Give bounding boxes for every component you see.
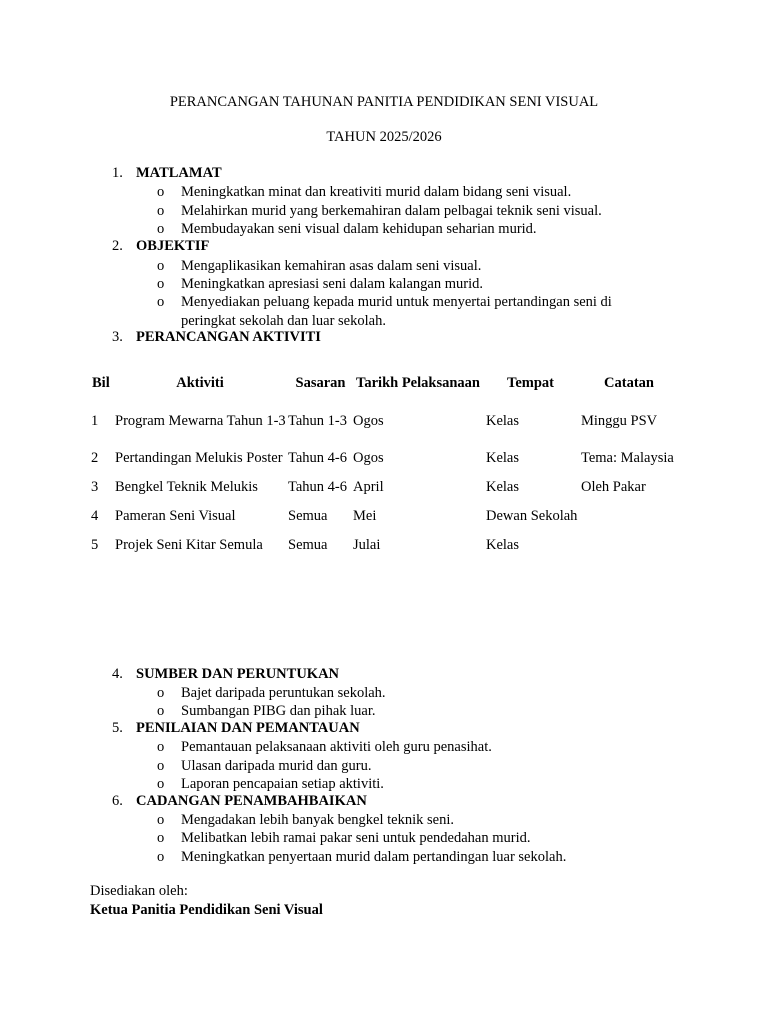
section-heading-matlamat: [112, 165, 222, 182]
list-item: o Mengadakan lebih banyak bengkel teknik seni.: [157, 812, 455, 828]
section-number: 6.: [112, 793, 123, 809]
bullet-marker: o: [157, 812, 165, 828]
bullet-marker: o: [157, 258, 165, 274]
column-header-tarikh: Tarikh Pelaksanaan: [356, 375, 480, 391]
section-heading-sumber: [112, 666, 339, 683]
bullet-marker: o: [157, 276, 165, 292]
bullet-marker: o: [157, 184, 165, 200]
list-item: o Sumbangan PIBG dan pihak luar.: [157, 703, 376, 719]
list-item: o Meningkatkan minat dan kreativiti murid dalam bidang seni visual.: [157, 184, 572, 200]
prepared-by-label: Disediakan oleh:: [90, 883, 188, 899]
list-item: o Melahirkan murid yang berkemahiran dalam pelbagai teknik seni visual.: [157, 203, 602, 219]
section-heading-perancangan-aktiviti: [112, 329, 321, 346]
section-number: 5.: [112, 720, 123, 736]
bullet-marker: o: [157, 830, 165, 846]
section-heading-penilaian: [112, 720, 360, 737]
section-title: MATLAMAT: [136, 165, 222, 181]
section-number: 2.: [112, 238, 123, 254]
section-number: 3.: [112, 329, 123, 345]
list-item: o Melibatkan lebih ramai pakar seni untuk pendedahan murid.: [157, 830, 531, 846]
list-item: o Membudayakan seni visual dalam kehidupan seharian murid.: [157, 221, 537, 237]
table-row: 3 Bengkel Teknik Melukis Tahun 4-6 April Kelas Oleh Pakar: [91, 478, 646, 495]
column-header-sasaran: Sasaran: [295, 375, 346, 391]
table-row: 2 Pertandingan Melukis Poster Tahun 4-6 Ogos Kelas Tema: Malaysia: [91, 449, 674, 466]
bullet-marker: o: [157, 758, 165, 774]
bullet-marker: o: [157, 849, 165, 865]
signatory-title: Ketua Panitia Pendidikan Seni Visual: [90, 902, 323, 918]
bullet-marker: o: [157, 294, 165, 310]
list-item: o Ulasan daripada murid dan guru.: [157, 758, 372, 774]
list-item: o Meningkatkan apresiasi seni dalam kalangan murid.: [157, 276, 483, 292]
bullet-marker: o: [157, 685, 165, 701]
bullet-marker: o: [157, 703, 165, 719]
list-item: o Laporan pencapaian setiap aktiviti.: [157, 776, 384, 792]
table-row: 5 Projek Seni Kitar Semula Semua Julai Kelas: [91, 536, 520, 553]
table-row: 1 Program Mewarna Tahun 1-3 Tahun 1-3 Ogos Kelas Minggu PSV: [91, 412, 658, 429]
list-item: o Bajet daripada peruntukan sekolah.: [157, 685, 386, 701]
list-item: o Meningkatkan penyertaan murid dalam pertandingan luar sekolah.: [157, 849, 567, 865]
section-heading-cadangan: [112, 793, 367, 810]
section-number: 4.: [112, 666, 123, 682]
section-title: PERANCANGAN AKTIVITI: [136, 329, 321, 345]
section-title: SUMBER DAN PERUNTUKAN: [136, 666, 340, 682]
column-header-aktiviti: Aktiviti: [176, 375, 224, 391]
bullet-marker: o: [157, 739, 165, 755]
section-title: OBJEKTIF: [136, 238, 210, 254]
bullet-marker: o: [157, 776, 165, 792]
column-header-bil: Bil: [92, 375, 110, 391]
list-item: o Mengaplikasikan kemahiran asas dalam seni visual.: [157, 258, 482, 274]
column-header-tempat: Tempat: [507, 375, 554, 391]
activity-table: [88, 365, 680, 555]
document-year: TAHUN 2025/2026: [326, 129, 442, 145]
bullet-marker: o: [157, 221, 165, 237]
table-header-row: [88, 365, 680, 402]
section-title: PENILAIAN DAN PEMANTAUAN: [136, 720, 360, 736]
section-title: CADANGAN PENAMBAHBAIKAN: [136, 793, 367, 809]
column-header-catatan: Catatan: [604, 375, 654, 391]
section-heading-objektif: [112, 238, 209, 255]
list-item: o Menyediakan peluang kepada murid untuk menyertai pertandingan seni di peringkat sekolah dan luar sekolah.: [157, 294, 612, 329]
document-title: PERANCANGAN TAHUNAN PANITIA PENDIDIKAN SENI VISUAL: [169, 94, 599, 110]
list-item: o Pemantauan pelaksanaan aktiviti oleh guru penasihat.: [157, 739, 492, 755]
section-number: 1.: [112, 165, 123, 181]
table-row: 4 Pameran Seni Visual Semua Mei Dewan Sekolah: [91, 507, 578, 524]
bullet-marker: o: [157, 203, 165, 219]
